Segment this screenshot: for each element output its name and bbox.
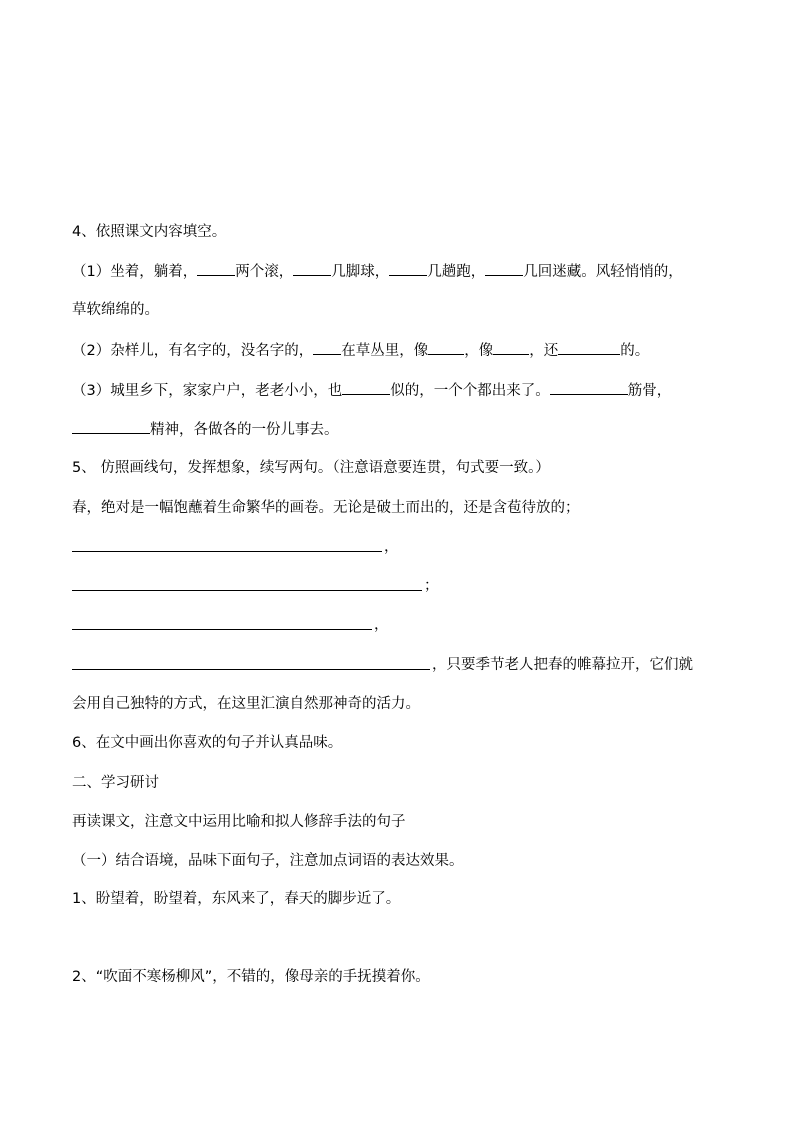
q5-tail1: ，只要季节老人把春的帷幕拉开，它们就: [432, 657, 693, 673]
answer-line-2[interactable]: [72, 590, 422, 591]
q5-title: 5、 仿照画线句，发挥想象，续写两句。（注意语意要连贯，句式要一致。）: [72, 460, 550, 476]
q4-item3-line2: [72, 419, 339, 440]
fill-blank[interactable]: [72, 419, 150, 434]
text: （3）城里乡下，家家户户，老老小小，也: [72, 383, 343, 399]
fill-blank[interactable]: [550, 380, 628, 395]
q5-lead: 春，绝对是一幅饱蘸着生命繁华的画卷。无论是破土而出的，还是含苞待放的；: [72, 500, 580, 516]
fill-blank[interactable]: [485, 261, 523, 276]
text: 的。: [620, 343, 650, 359]
text: 精神，各做各的一份儿事去。: [150, 422, 339, 438]
text: 几脚球，: [331, 264, 390, 280]
fill-blank[interactable]: [558, 340, 620, 355]
fill-blank[interactable]: [342, 380, 390, 395]
answer-line-1[interactable]: [72, 551, 382, 552]
q6-title: 6、在文中画出你喜欢的句子并认真品味。: [72, 735, 343, 751]
text: 几趟跑，: [427, 264, 486, 280]
q5-tail2: 会用自己独特的方式，在这里汇演自然那神奇的活力。: [72, 696, 420, 712]
fill-blank[interactable]: [493, 340, 529, 355]
section2-intro: 再读课文，注意文中运用比喻和拟人修辞手法的句子: [72, 814, 406, 830]
section2-sub1: （一）结合语境，品味下面句子，注意加点词语的表达效果。: [72, 853, 464, 869]
sentence-1: 1、盼望着，盼望着，东风来了，春天的脚步近了。: [72, 891, 401, 907]
q4-item1-line1: [72, 261, 683, 282]
text: （2）杂样儿，有名字的，没名字的，: [72, 343, 314, 359]
text: ，像: [464, 343, 494, 359]
answer-line-3-punct: ，: [374, 617, 389, 633]
q4-item1-line2: 草软绵绵的。: [72, 302, 159, 318]
q4-item3-line1: [72, 380, 671, 401]
fill-blank[interactable]: [313, 340, 341, 355]
fill-blank[interactable]: [389, 261, 427, 276]
answer-line-1-punct: ，: [384, 539, 399, 555]
text: （1）坐着，躺着，: [72, 264, 198, 280]
text: 几回迷藏。风轻悄悄的，: [523, 264, 683, 280]
text: ，还: [529, 343, 559, 359]
answer-line-4[interactable]: [72, 669, 430, 670]
fill-blank[interactable]: [197, 261, 235, 276]
q4-title: 4、依照课文内容填空。: [72, 224, 227, 240]
answer-line-3[interactable]: [72, 629, 372, 630]
text: 两个滚，: [235, 264, 294, 280]
text: 筋骨，: [627, 383, 672, 399]
sentence-2: 2、“吹面不寒杨柳风”，不错的，像母亲的手抚摸着你。: [72, 969, 430, 985]
fill-blank[interactable]: [293, 261, 331, 276]
section2-title: 二、学习研讨: [72, 775, 159, 791]
text: 在草丛里，像: [341, 343, 429, 359]
answer-line-2-punct: ；: [424, 578, 439, 594]
q4-item2: [72, 340, 649, 361]
text: 似的，一个个都出来了。: [390, 383, 550, 399]
fill-blank[interactable]: [428, 340, 464, 355]
